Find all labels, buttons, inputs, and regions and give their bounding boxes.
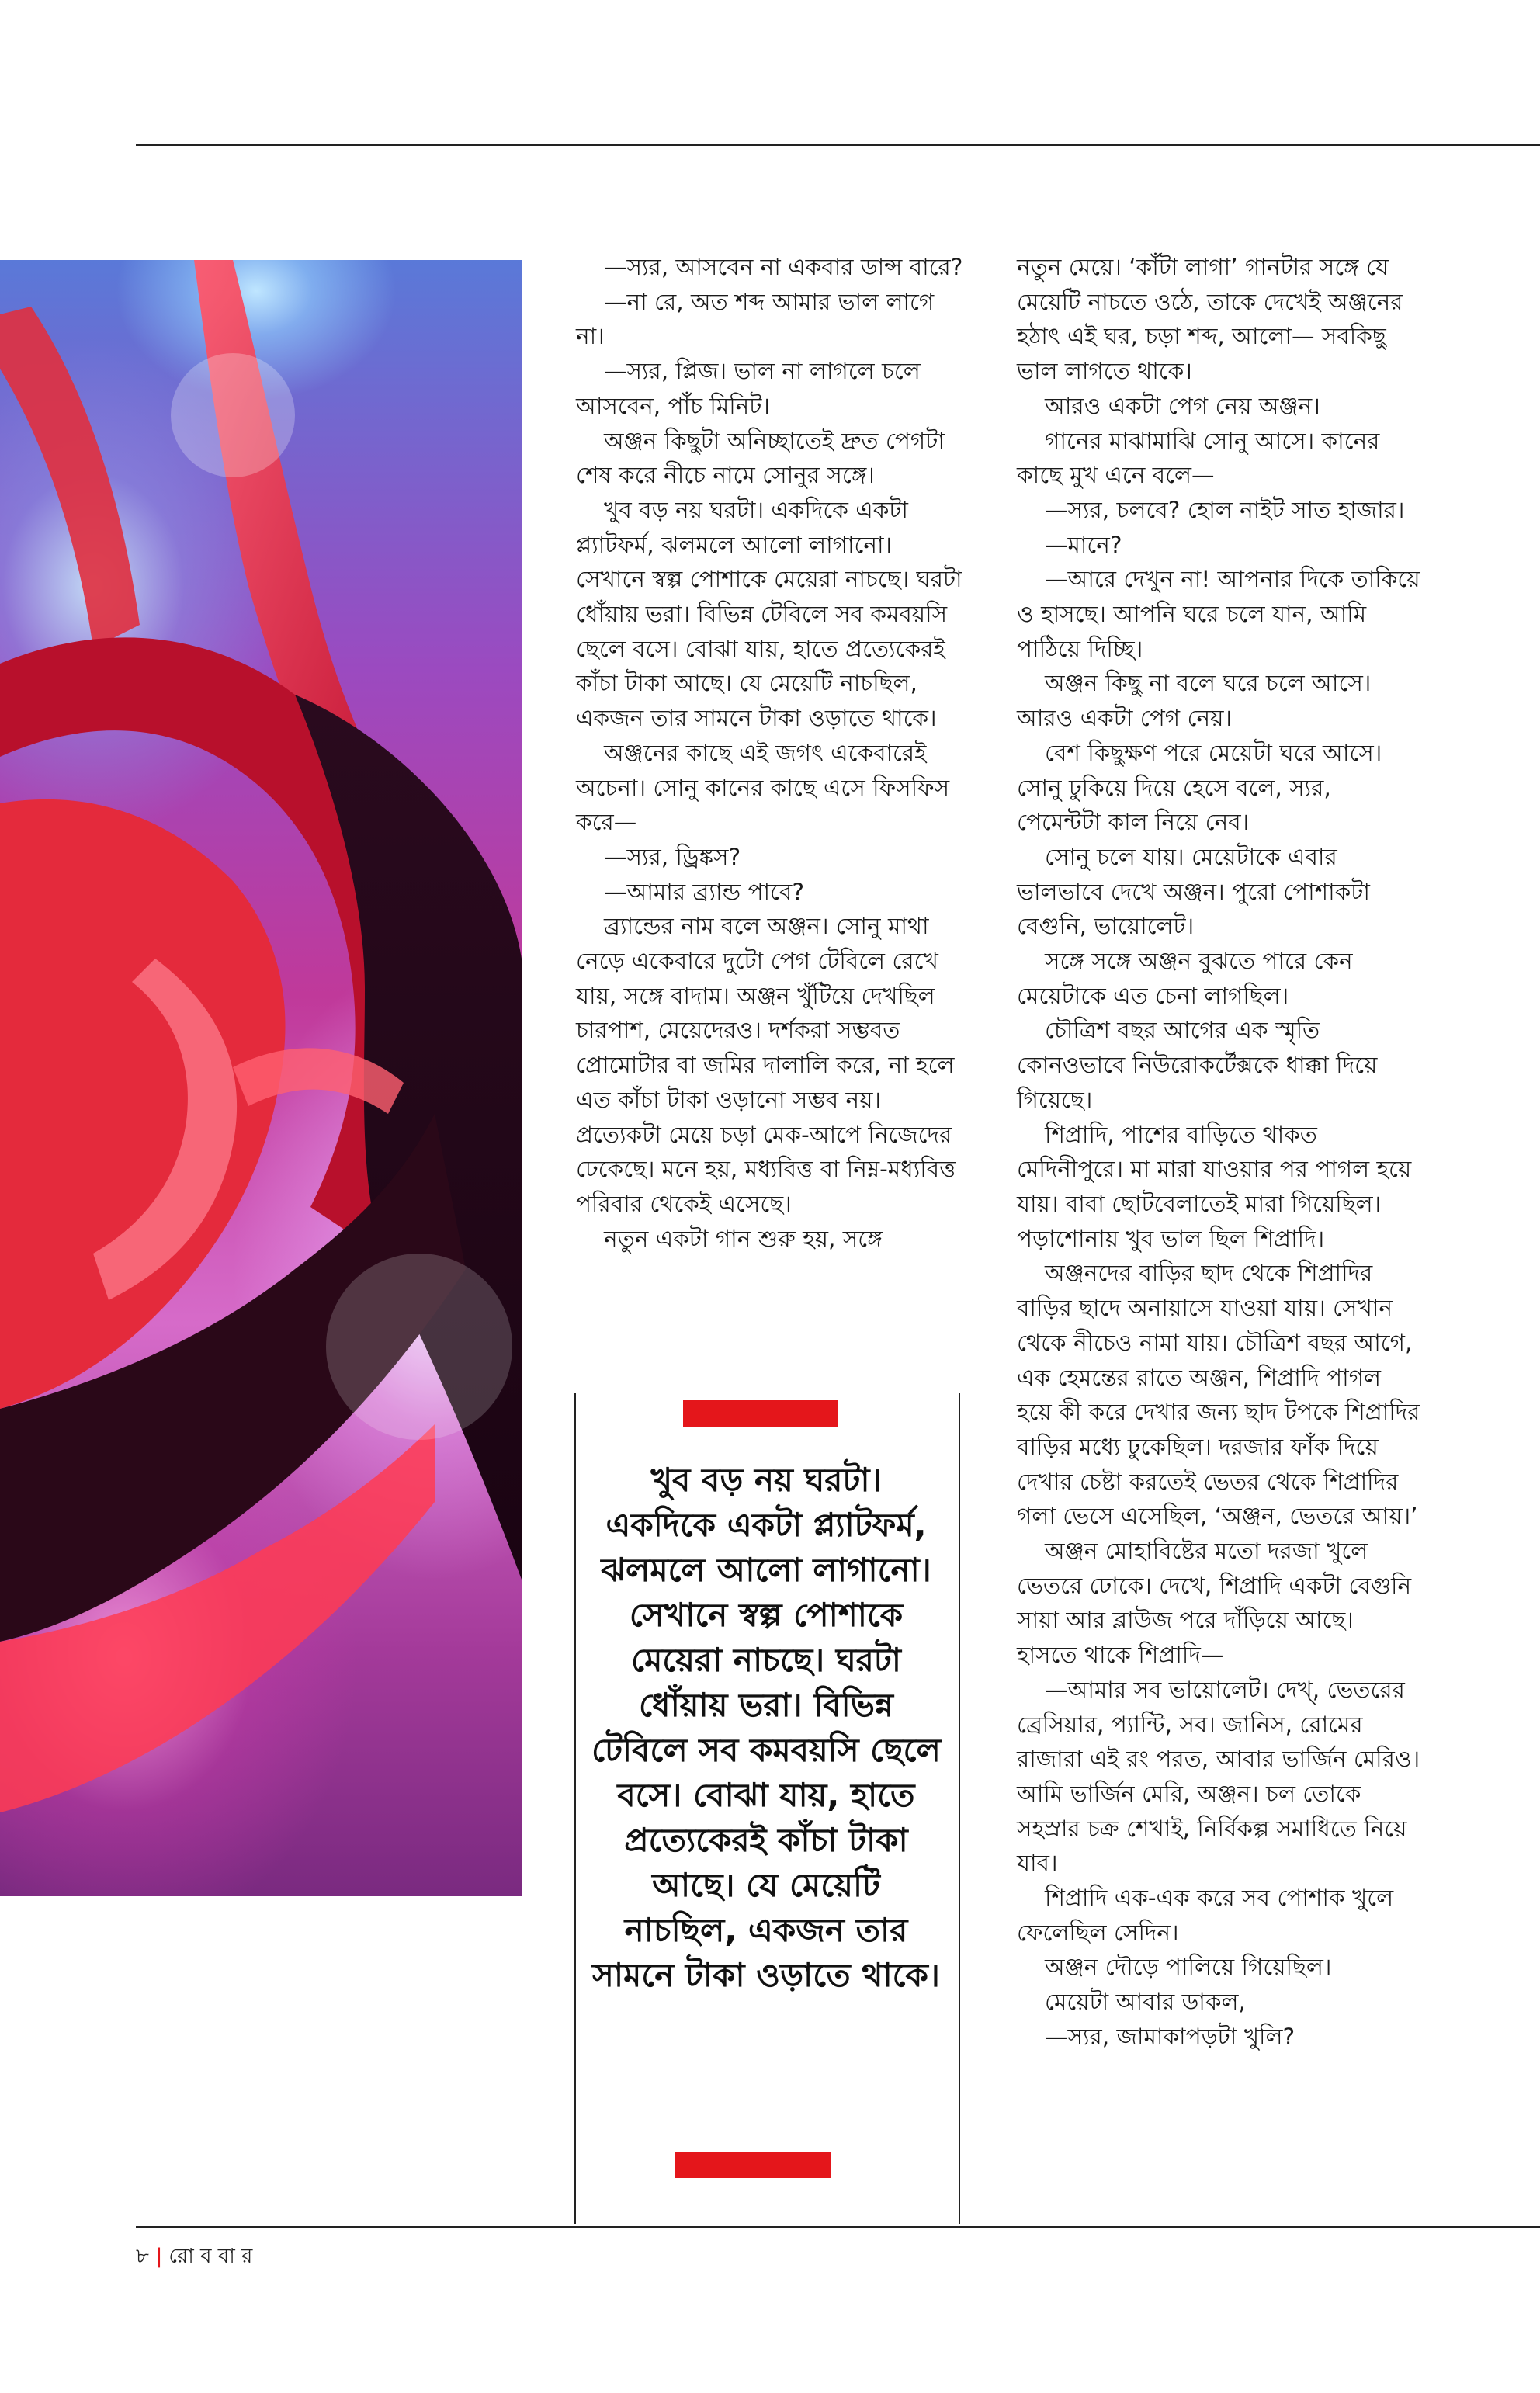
paragraph: সঙ্গে সঙ্গে অঞ্জন বুঝতে পারে কেন মেয়েটাকে এত চেনা লাগছিল। [1017,948,1361,1009]
paragraph: অঞ্জনদের বাড়ির ছাদ থেকে শিপ্রাদির বাড়ির ছাদে অনায়াসে যাওয়া যায়। সেখান থেকে নীচেও নামা যায়। চৌত্রিশ বছর আগে, এক হেমন্তের রাতে অঞ্জন, শিপ্রাদি পাগল হয়ে কী করে দেখার জন্য ছাদ টপকে শিপ্রাদির বাড়ির মধ্যে ঢুকেছিল। দরজার ফাঁক দিয়ে দেখার চেষ্টা করতেই ভেতর থেকে শিপ্রাদির গলা ভেসে এসেছিল, ‘অঞ্জন, ভেতরে আয়।’ [1017,1260,1427,1530]
paragraph: —স্যর, আসবেন না একবার ডান্স বারে? [604,254,963,280]
pull-quote-left-rule [574,1393,576,2224]
paragraph: অঞ্জনের কাছে এই জগৎ একেবারেই অচেনা। সোনু কানের কাছে এসে ফিসফিস করে— [576,739,957,836]
paragraph: শিপ্রাদি, পাশের বাড়িতে থাকত মেদিনীপুরে। মা মারা যাওয়ার পর পাগল হয়ে যায়। বাবা ছোটবেলাতেই মারা গিয়েছিল। পড়াশোনায় খুব ভাল ছিল শিপ্রাদি। [1017,1121,1419,1252]
paragraph: —না রে, অত শব্দ আমার ভাল লাগে না। [576,288,942,350]
paragraph: সোনু চলে যায়। মেয়েটাকে এবার ভালভাবে দেখে অঞ্জন। পুরো পোশাকটা বেগুনি, ভায়োলেট। [1017,843,1378,940]
paragraph: —আরে দেখুন না! আপনার দিকে তাকিয়ে ও হাসছে। আপনি ঘরে চলে যান, আমি পাঠিয়ে দিচ্ছি। [1017,566,1427,662]
magazine-name: রো ব বা র [168,2245,253,2268]
paragraph: অঞ্জন কিছু না বলে ঘরে চলে আসে। আরও একটা পেগ নেয়। [1017,670,1379,732]
page-number: ৮ [136,2245,149,2268]
paragraph: গানের মাঝামাঝি সোনু আসে। কানের কাছে মুখ এনে বলে— [1017,427,1387,489]
page-footer [136,2240,252,2274]
article-column-1 [576,250,969,1256]
paragraph: নতুন একটা গান শুরু হয়, সঙ্গে [604,1225,883,1252]
article-column-2 [1017,250,1427,2055]
bottom-rule [136,2226,1540,2228]
paragraph: অঞ্জন মোহাবিষ্টের মতো দরজা খুলে ভেতরে ঢোকে। দেখে, শিপ্রাদি একটা বেগুনি সায়া আর ব্লাউজ পরে দাঁড়িয়ে আছে। হাসতে থাকে শিপ্রাদি— [1017,1538,1419,1669]
footer-separator: | [154,2245,163,2268]
paragraph: অঞ্জন কিছুটা অনিচ্ছাতেই দ্রুত পেগটা শেষ করে নীচে নামে সোনুর সঙ্গে। [576,427,952,489]
paragraph: —স্যর, প্লিজ। ভাল না লাগলে চলে আসবেন, পাঁচ মিনিট। [576,358,928,419]
pull-quote: খুব বড় নয় ঘরটা। একদিকে একটা প্ল্যাটফর্ম, ঝলমলে আলো লাগানো। সেখানে স্বল্প পোশাকে মেয়েরা নাচছে। ঘরটা ধোঁয়ায় ভরা। বিভিন্ন টেবিলে সব কমবয়সি ছেলে বসে। বোঝা যায়, হাতে প্রত্যেকেরই কাঁচা টাকা আছে। যে মেয়েটি নাচছিল, একজন তার সামনে টাকা ওড়াতে থাকে। [591,1461,941,1994]
paragraph: ব্র্যান্ডের নাম বলে অঞ্জন। সোনু মাথা নেড়ে একেবারে দুটো পেগ টেবিলে রেখে যায়, সঙ্গে বাদাম। অঞ্জন খুঁটিয়ে দেখছিল চারপাশ, মেয়েদেরও। দর্শকরা সম্ভবত প্রোমোটার বা জমির দালালি করে, না হলে এত কাঁচা টাকা ওড়ানো সম্ভব নয়। প্রত্যেকটা মেয়ে চড়া মেক-আপে নিজেদের ঢেকেছে। মনে হয়, মধ্যবিত্ত বা নিম্ন-মধ্যবিত্ত পরিবার থেকেই এসেছে। [576,913,963,1217]
paragraph: অঞ্জন দৌড়ে পালিয়ে গিয়েছিল। [1045,1954,1332,1981]
paragraph: —আমার সব ভায়োলেট। দেখ্, ভেতরের ব্রেসিয়ার, প্যান্টি, সব। জানিস, রোমের রাজারা এই রং পরত, আবার ভার্জিন মেরিও। আমি ভার্জিন মেরি, অঞ্জন। চল তোকে সহস্রার চক্র শেখাই, নির্বিকল্প সমাধিতে নিয়ে যাব। [1017,1676,1427,1877]
paragraph: নতুন মেয়ে। ‘কাঁটা লাগা’ গানটার সঙ্গে যে মেয়েটি নাচতে ওঠে, তাকে দেখেই অঞ্জনের হঠাৎ এই ঘর, চড়া শব্দ, আলো— সবকিছু ভাল লাগতে থাকে। [1017,254,1410,385]
pull-quote-top-accent [683,1400,838,1427]
paragraph: —স্যর, ড্রিঙ্কস? [604,843,741,870]
paragraph: আরও একটা পেগ নেয় অঞ্জন। [1045,392,1320,419]
paragraph: বেশ কিছুক্ষণ পরে মেয়েটা ঘরে আসে। সোনু ঢুকিয়ে দিয়ে হেসে বলে, স্যর, পেমেন্টটা কাল নিয়ে নেব। [1017,739,1389,836]
dancer-illustration [0,260,522,1896]
paragraph: —স্যর, জামাকাপড়টা খুলি? [1045,2023,1295,2050]
pull-quote-bottom-accent [675,2152,831,2178]
paragraph: খুব বড় নয় ঘরটা। একদিকে একটা প্ল্যাটফর্ম, ঝলমলে আলো লাগানো। সেখানে স্বল্প পোশাকে মেয়েরা নাচছে। ঘরটা ধোঁয়ায় ভরা। বিভিন্ন টেবিলে সব কমবয়সি ছেলে বসে। বোঝা যায়, হাতে প্রত্যেকেরই কাঁচা টাকা আছে। যে মেয়েটি নাচছিল, একজন তার সামনে টাকা ওড়াতে থাকে। [576,496,969,732]
paragraph: চৌত্রিশ বছর আগের এক স্মৃতি কোনওভাবে নিউরোকর্টেক্সকে ধাক্কা দিয়ে গিয়েছে। [1017,1017,1385,1113]
paragraph: শিপ্রাদি এক-এক করে সব পোশাক খুলে ফেলেছিল সেদিন। [1017,1885,1401,1946]
paragraph: —স্যর, চলবে? হোল নাইট সাত হাজার। [1045,496,1405,523]
pull-quote-right-rule [959,1393,960,2224]
dancer-photo [0,260,522,1896]
top-rule [136,144,1540,146]
paragraph: মেয়েটা আবার ডাকল, [1045,1989,1246,2016]
paragraph: —মানে? [1045,531,1122,558]
paragraph: —আমার ব্র্যান্ড পাবে? [604,878,804,905]
